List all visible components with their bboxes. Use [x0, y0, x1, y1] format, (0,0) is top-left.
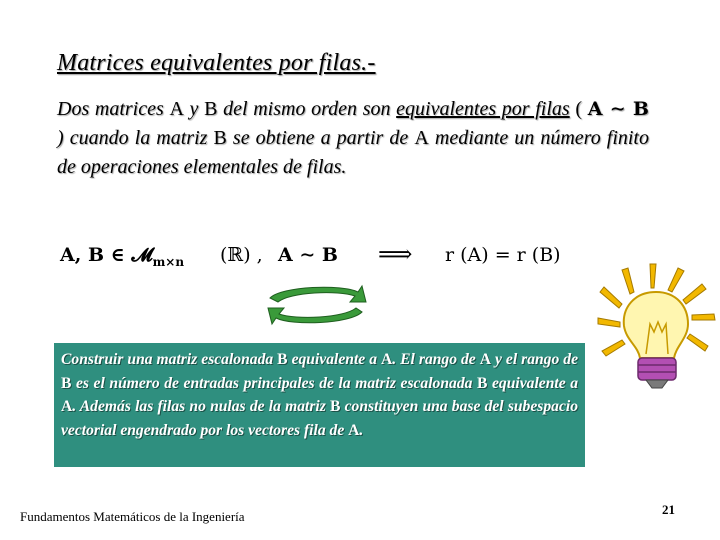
formula-subscript: m×n — [152, 254, 185, 269]
page-number: 21 — [662, 502, 675, 517]
box-text: es el número de entradas principales de la matriz escalonada — [71, 374, 478, 392]
matrix-symbol: A — [169, 98, 184, 120]
text-run: se obtiene a partir de — [226, 127, 415, 149]
box-text: . — [359, 421, 364, 439]
matrix-symbol: A — [348, 421, 360, 439]
matrix-symbol: B — [330, 398, 341, 415]
formula-equivalence: A ∼ B — [278, 244, 338, 266]
equivalence-notation: A ∼ B — [587, 98, 649, 120]
box-text: Construir una matriz escalonada — [61, 351, 278, 368]
highlighted-term: equivalentes por filas — [396, 98, 570, 120]
matrix-symbol: A — [61, 398, 73, 415]
formula-field: (ℝ) , — [220, 244, 263, 266]
matrix-symbol: B — [213, 127, 227, 149]
matrix-symbol: A — [380, 351, 393, 368]
text-run: ) cuando la matriz — [57, 127, 214, 149]
text-run: y — [183, 98, 205, 120]
rank-formula — [60, 240, 600, 274]
matrix-symbol: B — [204, 98, 218, 120]
procedure-box — [54, 343, 585, 467]
slide-title: Matrices equivalentes por filas.- — [57, 50, 376, 76]
formula-membership: A, B ∈ 𝓜$_{m\times n}$ — [60, 244, 185, 269]
matrix-symbol: B — [277, 351, 288, 368]
text-run: mediante un número finito de operaciones elementales de filas. — [57, 127, 649, 178]
lightbulb-icon — [596, 262, 720, 392]
box-text: equivalente a — [287, 351, 381, 368]
box-text: constituyen una base del subespacio vectorial engendrado por los vectores fila de — [61, 398, 578, 439]
text-run: ( — [569, 98, 588, 120]
text-run: Dos matrices — [57, 98, 170, 120]
matrix-symbol: A — [414, 127, 429, 149]
footer-text: Fundamentos Matemáticos de la Ingeniería — [20, 509, 245, 524]
matrix-symbol: B — [477, 374, 488, 392]
implies-symbol: ⟹ — [378, 240, 413, 268]
definition-paragraph — [57, 95, 649, 182]
matrix-symbol: A — [479, 351, 491, 368]
cycle-arrows-icon — [262, 280, 372, 330]
box-text: . Además las filas no nulas de la matriz — [72, 398, 330, 415]
formula-rank-equality: r (A) = r (B) — [445, 244, 561, 266]
text-run: del mismo orden son — [217, 98, 397, 120]
box-text: equivalente a — [487, 374, 579, 392]
box-text: y el rango de — [490, 351, 578, 368]
box-text: . El rango de — [392, 351, 480, 368]
matrix-symbol: B — [61, 374, 72, 392]
